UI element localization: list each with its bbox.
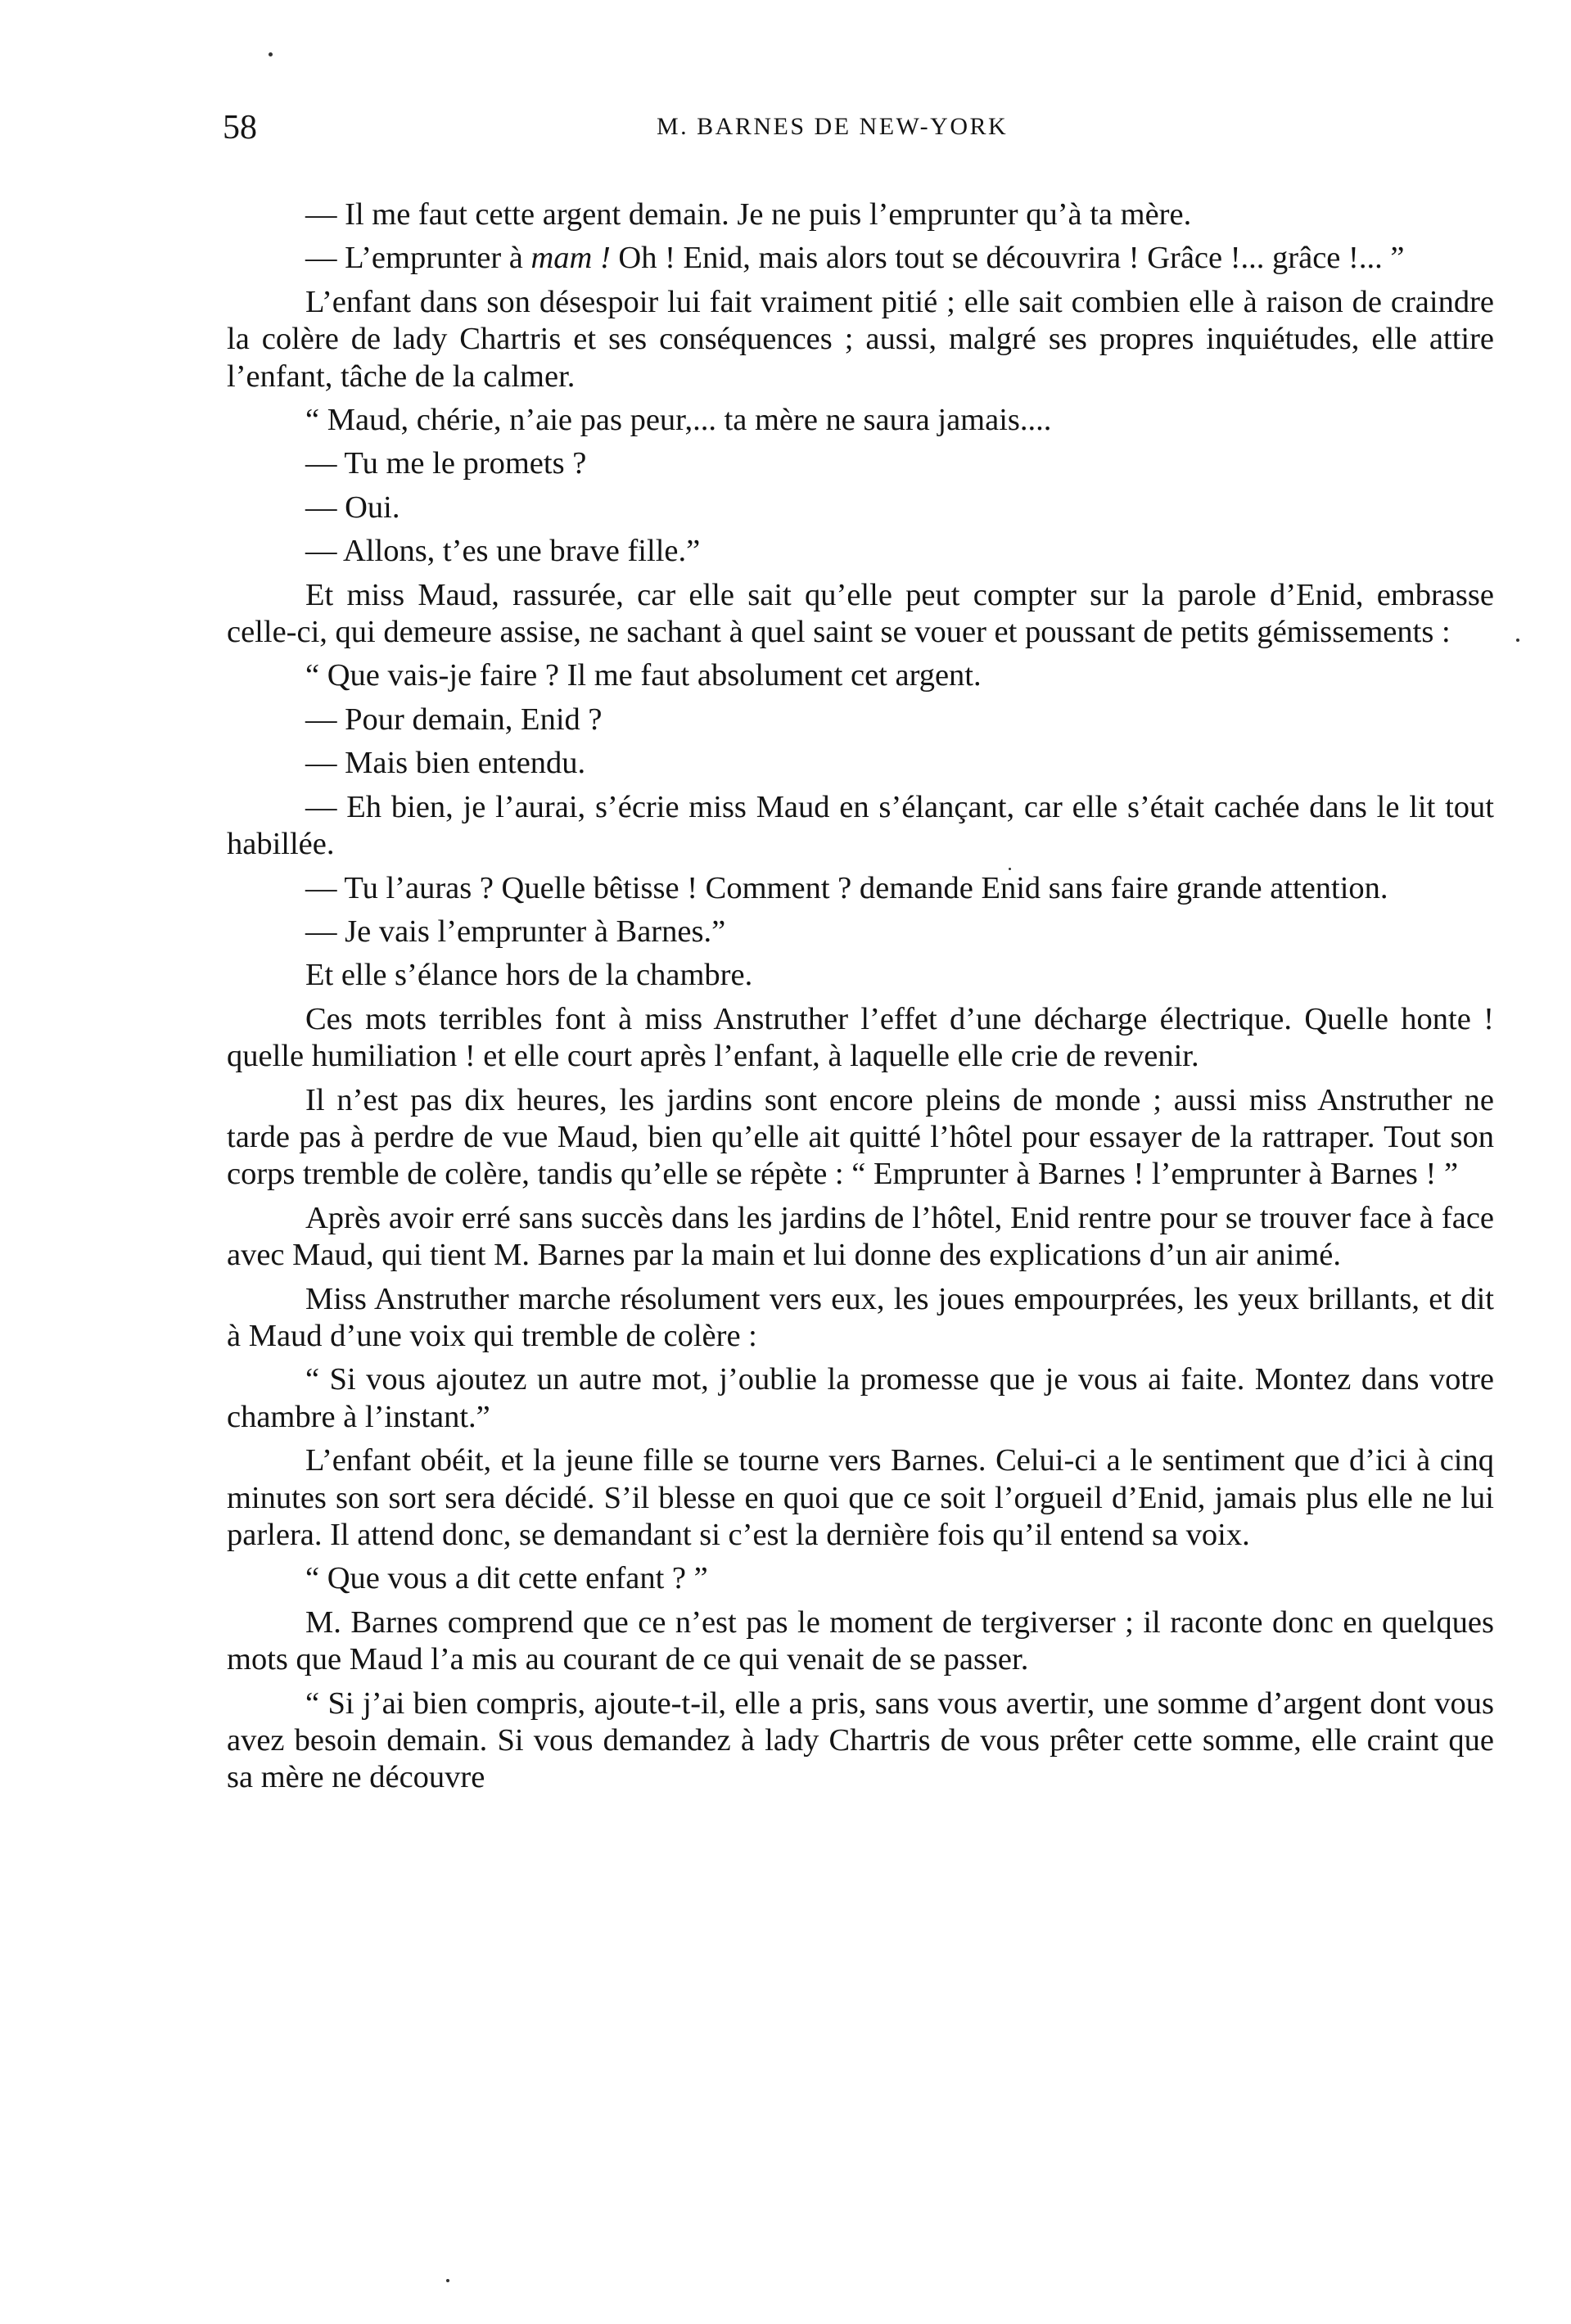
paragraph: L’enfant obéit, et la jeune fille se tourne vers Barnes. Celui-ci a le sentiment que d’ici à cinq minutes son sort sera décidé. S’il blesse en quoi que ce soit l’orgueil d’Enid, jamais plus elle ne lui parlera. Il attend donc, se demandant si c’est la dernière fois qu’il entend sa voix. (227, 1443, 1494, 1552)
paragraph: Et elle s’élance hors de la chambre. (305, 958, 753, 993)
paragraph: — Il me faut cette argent demain. Je ne puis l’emprunter qu’à ta mère. (305, 197, 1192, 232)
paragraph: — Tu l’auras ? Quelle bêtisse ! Comment ? demande Enid sans faire grande attention. (305, 870, 1388, 905)
paragraph: Ces mots terribles font à miss Anstruther l’effet d’une décharge électrique. Quelle honte ! quelle humiliation ! et elle court après l’enfant, à laquelle elle crie de revenir. (227, 1001, 1494, 1074)
paragraph: Et miss Maud, rassurée, car elle sait qu’elle peut compter sur la parole d’Enid, embrasse celle-ci, qui demeure assise, ne sachant à quel saint se vouer et poussant de petits gémissements : (227, 577, 1494, 650)
paragraph: “ Maud, chérie, n’aie pas peur,... ta mère ne saura jamais.... (305, 403, 1052, 438)
paragraph: “ Si j’ai bien compris, ajoute-t-il, elle a pris, sans vous avertir, une somme d’argent dont vous avez besoin demain. Si vous demandez à lady Chartris de vous prêter cette somme, elle craint que sa mère ne découvre (227, 1685, 1494, 1795)
paragraph: — Allons, t’es une brave fille.” (305, 534, 701, 569)
paragraph: L’enfant dans son désespoir lui fait vraiment pitié ; elle sait combien elle à raison de craindre la colère de lady Chartris et ses conséquences ; aussi, malgré ses propres inquiétudes, elle attire l’enfant, tâche de la calmer. (227, 284, 1494, 394)
paragraph: — Je vais l’emprunter à Barnes.” (305, 914, 726, 949)
page-header (223, 108, 1506, 157)
paragraph: “ Si vous ajoutez un autre mot, j’oublie la promesse que je vous ai faite. Montez dans votre chambre à l’instant.” (227, 1362, 1494, 1434)
paragraph: “ Que vous a dit cette enfant ? ” (305, 1561, 708, 1596)
paragraph: — Tu me le promets ? (305, 446, 587, 481)
scan-speck (446, 2279, 449, 2282)
paragraph: M. Barnes comprend que ce n’est pas le moment de tergiverser ; il raconte donc en quelques mots que Maud l’a mis au courant de ce qui venait de se passer. (227, 1604, 1494, 1677)
paragraph: Après avoir erré sans succès dans les jardins de l’hôtel, Enid rentre pour se trouver face à face avec Maud, qui tient M. Barnes par la main et lui donne des explications d’un air animé. (227, 1200, 1494, 1273)
paragraph (227, 240, 1494, 277)
paragraph-text: — L’emprunter à (305, 241, 531, 276)
paragraph: — Pour demain, Enid ? (305, 702, 603, 737)
page-body (227, 196, 1494, 1797)
italic-word: mam ! (530, 241, 611, 276)
page-number: 58 (223, 109, 257, 147)
scan-speck (1009, 868, 1011, 870)
paragraph-text: Oh ! Enid, mais alors tout se découvrira ! Grâce !... grâce !... ” (610, 241, 1405, 276)
scan-speck (269, 52, 273, 56)
running-title: M. BARNES DE NEW-YORK (657, 113, 1009, 140)
paragraph: — Oui. (305, 490, 400, 525)
paragraph: — Mais bien entendu. (305, 746, 586, 781)
scan-speck (1516, 639, 1519, 642)
paragraph: — Eh bien, je l’aurai, s’écrie miss Maud en s’élançant, car elle s’était cachée dans le lit tout habillée. (227, 789, 1494, 862)
paragraph: Miss Anstruther marche résolument vers eux, les joues empourprées, les yeux brillants, et dit à Maud d’une voix qui tremble de colère : (227, 1281, 1494, 1353)
paragraph: “ Que vais-je faire ? Il me faut absolument cet argent. (305, 658, 982, 693)
paragraph: Il n’est pas dix heures, les jardins sont encore pleins de monde ; aussi miss Anstruther ne tarde pas à perdre de vue Maud, bien qu’elle ait quitté l’hôtel pour essayer de la rattraper. Tout son corps tremble de colère, tandis qu’elle se répète : “ Emprunter à Barnes ! l’emprunter à Barnes ! ” (227, 1082, 1494, 1192)
